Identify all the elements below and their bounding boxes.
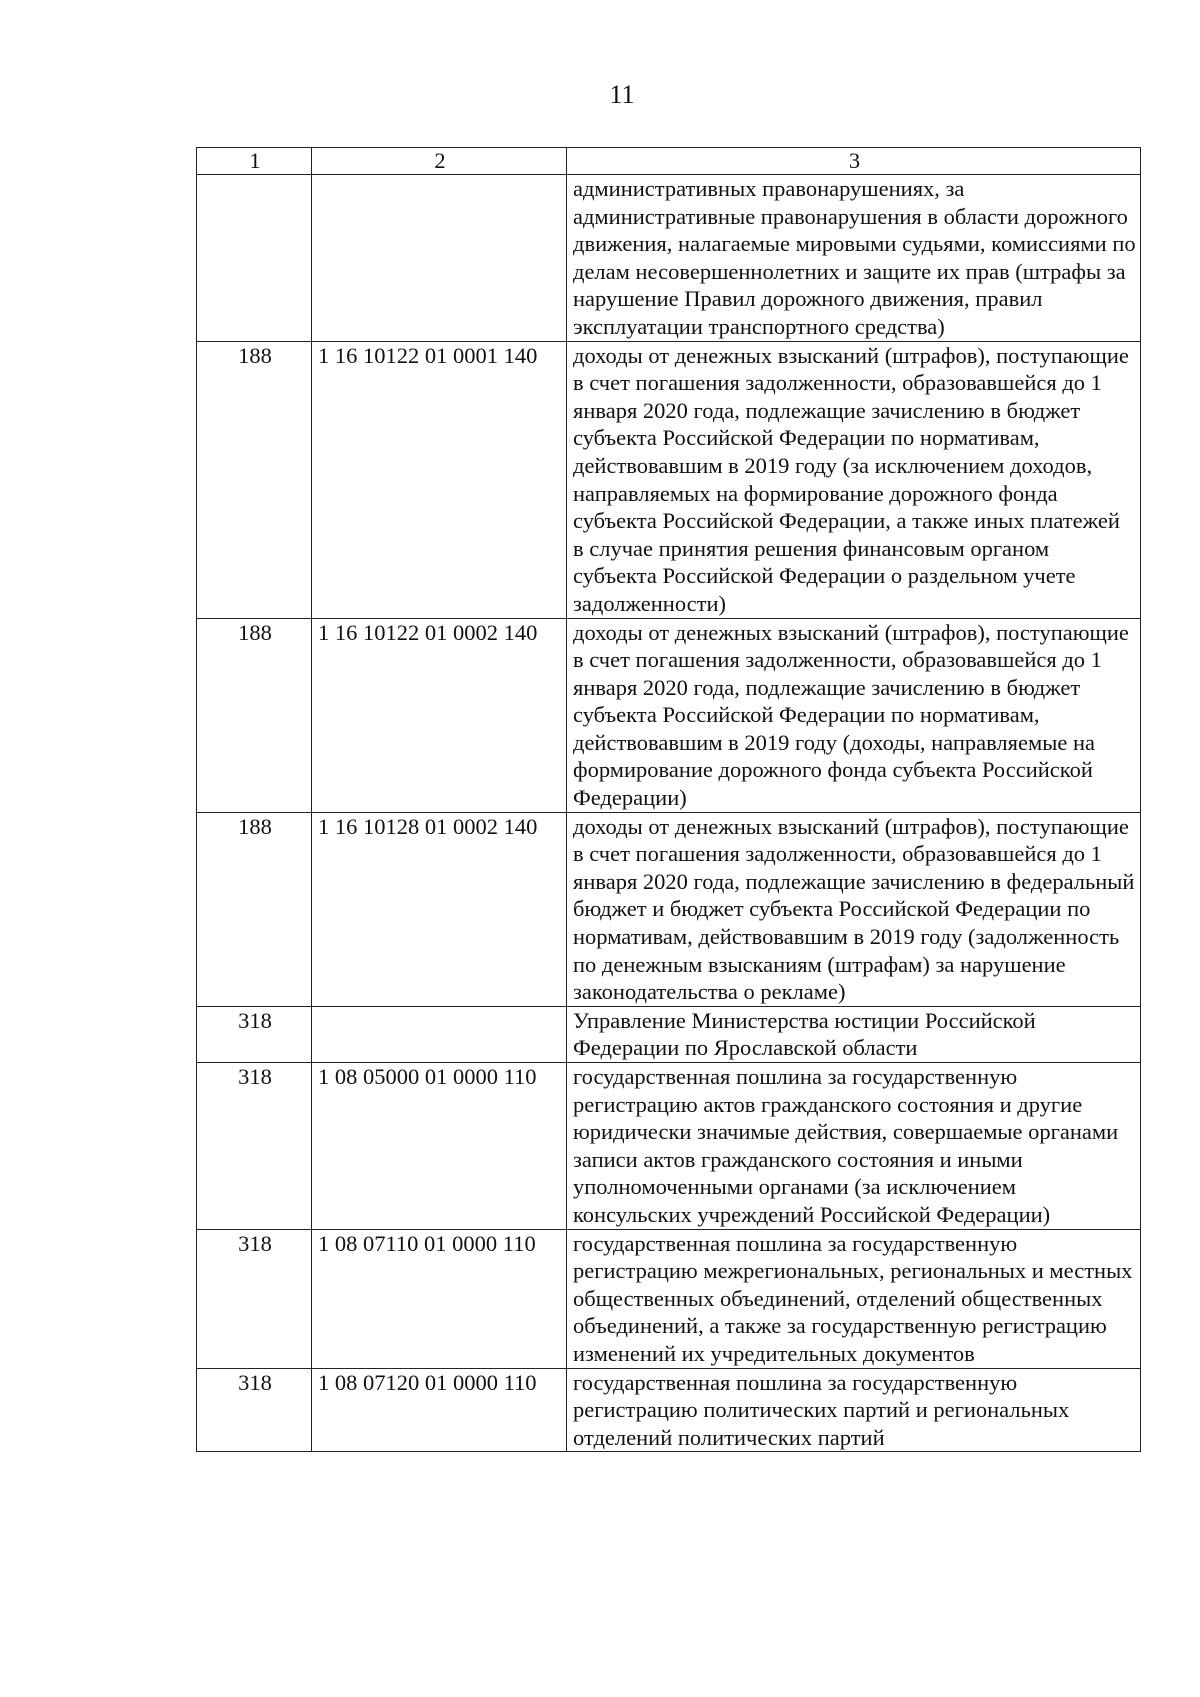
page-number: 11 bbox=[609, 80, 635, 109]
admin-code-cell: 318 bbox=[197, 1006, 312, 1062]
admin-code-cell: 318 bbox=[197, 1063, 312, 1230]
revenue-code-cell bbox=[312, 175, 567, 342]
admin-code-cell: 188 bbox=[197, 812, 312, 1006]
table-header-row bbox=[197, 148, 1141, 175]
description-cell: Управление Министерства юстиции Российской Федерации по Ярославской области bbox=[567, 1006, 1141, 1062]
description-cell: доходы от денежных взысканий (штрафов), поступающие в счет погашения задолженности, образовавшейся до 1 января 2020 года, подлежащие зачислению в федеральный бюджет и бюджет субъекта Российской Федерации по нормативам, действовавшим в 2019 году (задолженность по денежным взысканиям (штрафам) за нарушение законодательства о рекламе) bbox=[567, 812, 1141, 1006]
description-cell: государственная пошлина за государственную регистрацию межрегиональных, региональных и местных общественных объединений, отделений общественных объединений, а также за государственную регистрацию изменений их учредительных документов bbox=[567, 1229, 1141, 1368]
description-cell: доходы от денежных взысканий (штрафов), поступающие в счет погашения задолженности, образовавшейся до 1 января 2020 года, подлежащие зачислению в бюджет субъекта Российской Федерации по нормативам, действовавшим в 2019 году (доходы, направляемые на формирование дорожного фонда субъекта Российской Федерации) bbox=[567, 618, 1141, 812]
table-row bbox=[197, 1006, 1141, 1062]
revenue-code-cell: 1 08 07110 01 0000 110 bbox=[312, 1229, 567, 1368]
admin-code-cell: 318 bbox=[197, 1229, 312, 1368]
admin-code-cell bbox=[197, 175, 312, 342]
header-cell-3: 3 bbox=[567, 148, 1141, 175]
admin-code-cell: 188 bbox=[197, 341, 312, 618]
description-cell: государственная пошлина за государственную регистрацию актов гражданского состояния и другие юридически значимые действия, совершаемые органами записи актов гражданского состояния и иными уполномоченными органами (за исключением консульских учреждений Российской Федерации) bbox=[567, 1063, 1141, 1230]
table-row bbox=[197, 175, 1141, 342]
table-row bbox=[197, 1368, 1141, 1452]
revenue-code-cell: 1 16 10128 01 0002 140 bbox=[312, 812, 567, 1006]
description-cell: доходы от денежных взысканий (штрафов), поступающие в счет погашения задолженности, образовавшейся до 1 января 2020 года, подлежащие зачислению в бюджет субъекта Российской Федерации по нормативам, действовавшим в 2019 году (за исключением доходов, направляемых на формирование дорожного фонда субъекта Российской Федерации, а также иных платежей в случае принятия решения финансовым органом субъекта Российской Федерации о раздельном учете задолженности) bbox=[567, 341, 1141, 618]
admin-code-cell: 188 bbox=[197, 618, 312, 812]
revenue-codes-table bbox=[196, 147, 1141, 1452]
header-cell-1: 1 bbox=[197, 148, 312, 175]
revenue-code-cell bbox=[312, 1006, 567, 1062]
admin-code-cell: 318 bbox=[197, 1368, 312, 1452]
revenue-code-cell: 1 16 10122 01 0001 140 bbox=[312, 341, 567, 618]
table-row bbox=[197, 618, 1141, 812]
table-row bbox=[197, 1229, 1141, 1368]
table-row bbox=[197, 1063, 1141, 1230]
revenue-code-cell: 1 08 07120 01 0000 110 bbox=[312, 1368, 567, 1452]
revenue-code-cell: 1 08 05000 01 0000 110 bbox=[312, 1063, 567, 1230]
header-cell-2: 2 bbox=[312, 148, 567, 175]
description-cell: государственная пошлина за государственную регистрацию политических партий и региональных отделений политических партий bbox=[567, 1368, 1141, 1452]
description-cell: административных правонарушениях, за административные правонарушения в области дорожного движения, налагаемые мировыми судьями, комиссиями по делам несовершеннолетних и защите их прав (штрафы за нарушение Правил дорожного движения, правил эксплуатации транспортного средства) bbox=[567, 175, 1141, 342]
revenue-code-cell: 1 16 10122 01 0002 140 bbox=[312, 618, 567, 812]
table-row bbox=[197, 341, 1141, 618]
table-row bbox=[197, 812, 1141, 1006]
